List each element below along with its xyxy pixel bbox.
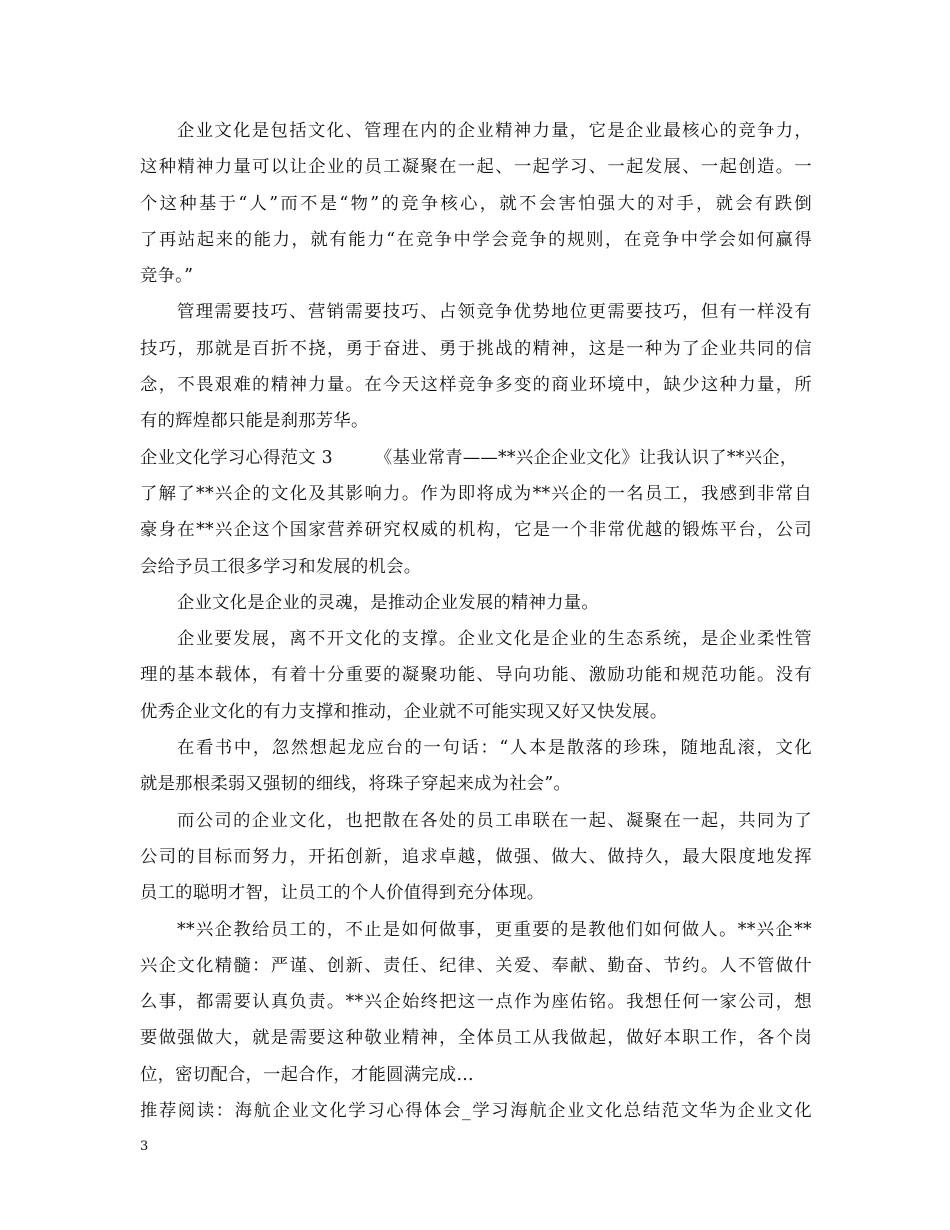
paragraph-line: 就是那根柔弱又强韧的细线，将珠子穿起来成为社会”。 [140, 774, 572, 795]
paragraph-line: 优秀企业文化的有力支撑和推动，企业就不可能实现又好又快发展。 [140, 701, 668, 722]
paragraph-line: 员工的聪明才智，让员工的个人价值得到充分体现。 [140, 883, 545, 904]
paragraph-line: 了解了**兴企的文化及其影响力。作为即将成为**兴企的一名员工，我感到非常自 [140, 483, 812, 504]
section-heading-line [140, 440, 812, 476]
paragraph-line: 技巧，那就是百折不挠，勇于奋进、勇于挑战的精神，这是一种为了企业共同的信 [140, 338, 812, 359]
paragraph-line: 兴企文化精髓：严谨、创新、责任、纪律、关爱、奉献、勤奋、节约。人不管做什 [140, 955, 812, 976]
paragraph-line: 而公司的企业文化，也把散在各处的员工串联在一起、凝聚在一起，共同为了 [177, 810, 812, 831]
paragraph-line: 竞争。” [140, 266, 194, 287]
paragraph-line: **兴企教给员工的，不止是如何做事，更重要的是教他们如何做人。**兴企** [177, 919, 812, 940]
paragraph-line: 在看书中，忽然想起龙应台的一句话：“人本是散落的珍珠，随地乱滚，文化 [177, 738, 812, 759]
paragraph-line: 了再站起来的能力，就有能力“在竞争中学会竞争的规则，在竞争中学会如何赢得 [140, 229, 812, 250]
paragraph-line: 个这种基于“人”而不是“物”的竞争核心，就不会害怕强大的对手，就会有跌倒 [140, 193, 812, 214]
paragraph-line: 会给予员工很多学习和发展的机会。 [140, 556, 422, 577]
paragraph-line: 要做强做大，就是需要这种敬业精神，全体员工从我做起，做好本职工作，各个岗 [140, 1028, 812, 1049]
paragraph-line: 理的基本载体，有着十分重要的凝聚功能、导向功能、激励功能和规范功能。没有 [140, 665, 812, 686]
paragraph-line: 念，不畏艰难的精神力量。在今天这样竞争多变的商业环境中，缺少这种力量，所 [140, 375, 812, 396]
paragraph-line: 位，密切配合，一起合作，才能圆满完成... [140, 1064, 474, 1085]
page-number: 3 [140, 1139, 149, 1154]
paragraph-line: 豪身在**兴企这个国家营养研究权威的机构，它是一个非常优越的锻炼平台，公司 [140, 520, 812, 541]
paragraph-line: 《基业常青——**兴企企业文化》让我认识了**兴企， [374, 447, 798, 468]
paragraph-line: 有的辉煌都只能是刹那芳华。 [140, 411, 369, 432]
paragraph-line: 管理需要技巧、营销需要技巧、占领竞争优势地位更需要技巧，但有一样没有 [177, 302, 812, 323]
document-body [140, 113, 812, 1129]
paragraph-line: 这种精神力量可以让企业的员工凝聚在一起、一起学习、一起发展、一起创造。一 [140, 157, 812, 178]
paragraph-line: 公司的目标而努力，开拓创新，追求卓越，做强、做大、做持久，最大限度地发挥 [140, 846, 812, 867]
paragraph-line: 么事，都需要认真负责。**兴企始终把这一点作为座佑铭。我想任何一家公司，想 [140, 992, 812, 1013]
section-heading: 企业文化学习心得范文 3 [140, 447, 333, 468]
paragraph-line: 企业文化是包括文化、管理在内的企业精神力量，它是企业最核心的竞争力， [177, 121, 812, 141]
paragraph-line: 企业要发展，离不开文化的支撑。企业文化是企业的生态系统，是企业柔性管 [177, 629, 812, 650]
paragraph-line: 企业文化是企业的灵魂，是推动企业发展的精神力量。 [177, 592, 599, 613]
recommended-reading-line: 推荐阅读：海航企业文化学习心得体会_学习海航企业文化总结范文华为企业文化 [140, 1101, 812, 1122]
